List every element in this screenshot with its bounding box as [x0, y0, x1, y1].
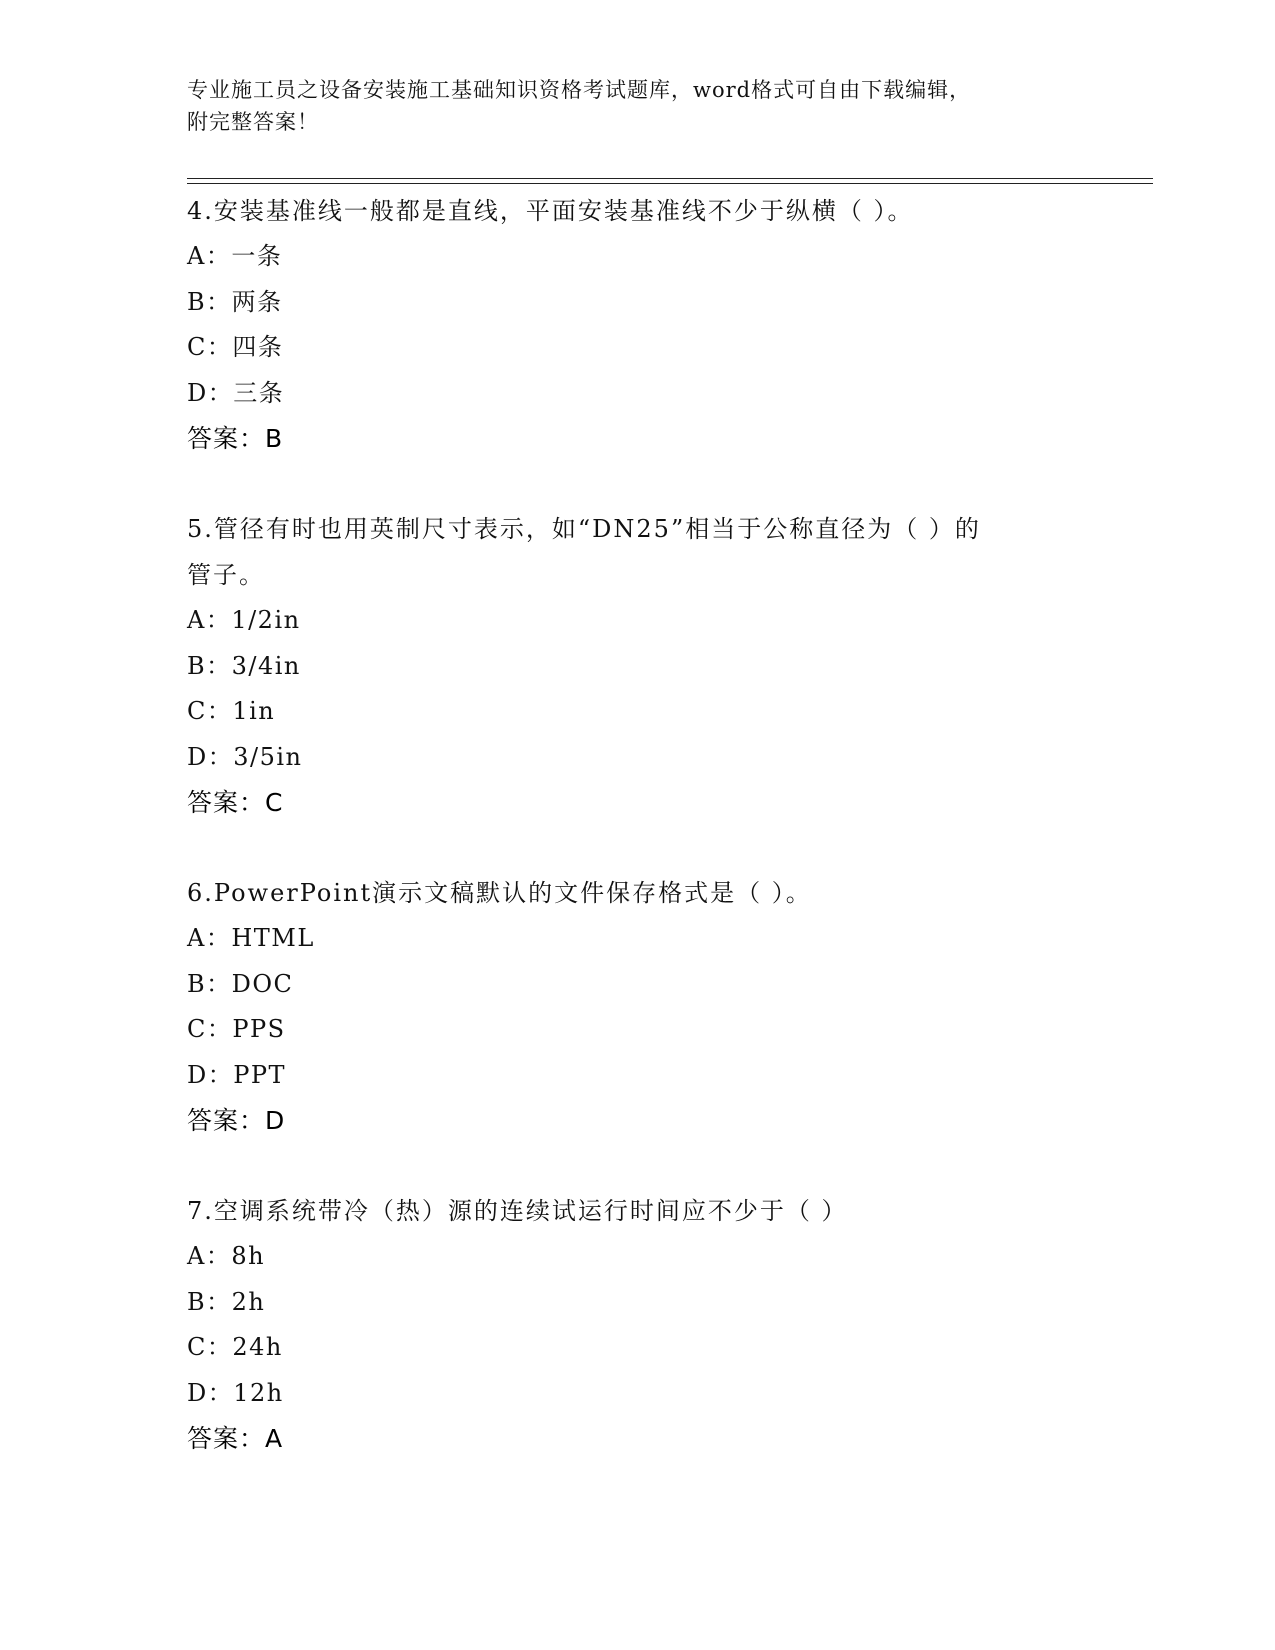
option-a: A：HTML — [187, 924, 315, 952]
option-d: D：PPT — [187, 1060, 287, 1089]
option-c: C：1in — [187, 697, 276, 725]
option-b: B：2h — [187, 1287, 266, 1316]
answer-line: 答案：D — [187, 1106, 286, 1135]
option-d: D：3/5in — [187, 742, 303, 771]
question-stem: 4.安装基准线一般都是直线，平面安装基准线不少于纵横（ ）。 — [187, 197, 914, 225]
option-d: D：三条 — [187, 378, 285, 407]
header-divider-bottom — [187, 183, 1153, 184]
question-stem-line-2: 管子。 — [187, 561, 265, 589]
answer-line: 答案：C — [187, 788, 284, 817]
question-stem: 7.空调系统带冷（热）源的连续试运行时间应不少于（ ） — [187, 1197, 848, 1225]
option-b: B：3/4in — [187, 651, 301, 680]
question-stem: 6.PowerPoint演示文稿默认的文件保存格式是（ ）。 — [187, 879, 812, 907]
option-a: A：8h — [187, 1242, 266, 1270]
option-c: C：PPS — [187, 1015, 286, 1043]
question-block — [187, 506, 1087, 826]
option-c: C：24h — [187, 1333, 283, 1361]
option-d: D：12h — [187, 1378, 284, 1407]
option-a: A：1/2in — [187, 606, 301, 634]
question-block — [187, 1188, 1087, 1462]
answer-line: 答案：B — [187, 424, 284, 453]
question-stem-line-1: 5.管径有时也用英制尺寸表示，如“DN25”相当于公称直径为（ ）的 — [187, 515, 981, 543]
document-header — [187, 74, 1117, 138]
intro-text-line-1: 专业施工员之设备安装施工基础知识资格考试题库，word格式可自由下载编辑， — [187, 78, 972, 102]
answer-line: 答案：A — [187, 1424, 284, 1453]
header-divider-top — [187, 178, 1153, 179]
option-b: B：DOC — [187, 969, 294, 998]
option-b: B：两条 — [187, 287, 283, 316]
question-block — [187, 188, 1087, 462]
option-a: A：一条 — [187, 242, 283, 270]
option-c: C：四条 — [187, 333, 284, 361]
intro-text-line-2: 附完整答案！ — [187, 110, 319, 134]
question-block — [187, 870, 1087, 1144]
